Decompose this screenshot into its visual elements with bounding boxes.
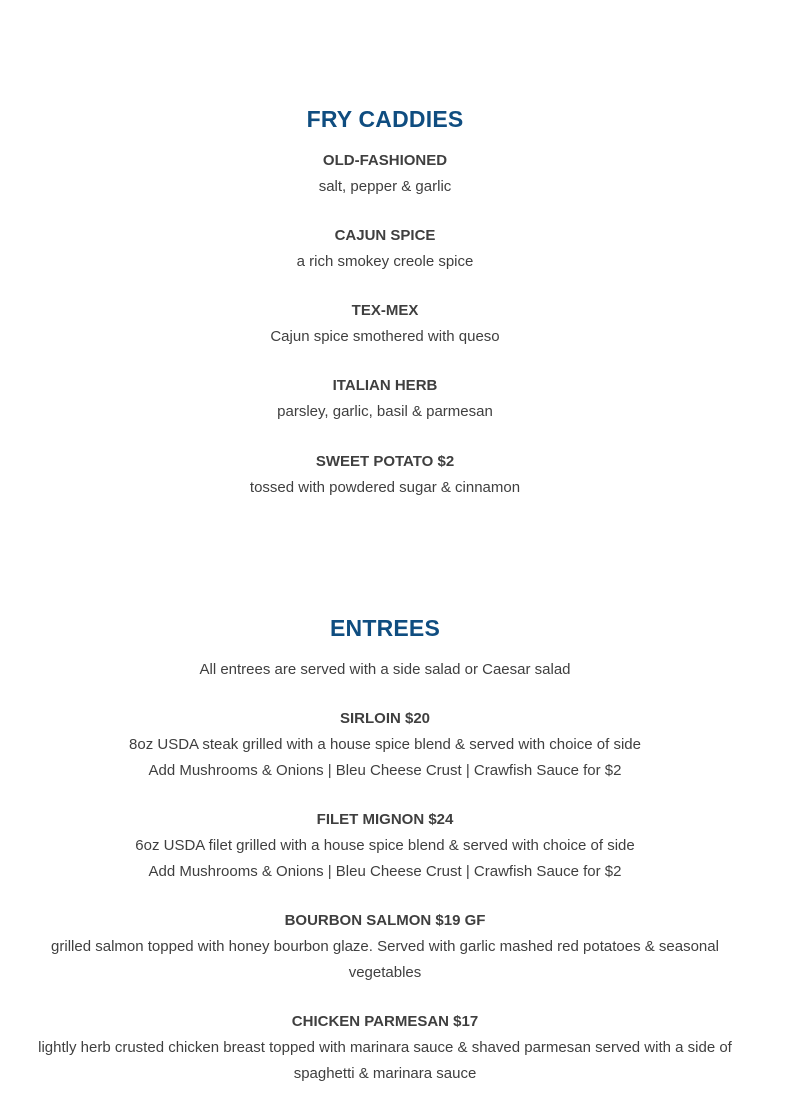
menu-item-addons: Add Mushrooms & Onions | Bleu Cheese Crust | Crawfish Sauce for $2 [148, 863, 622, 880]
fry-item-tex-mex [0, 298, 770, 350]
menu-item-description: parsley, garlic, basil & parmesan [277, 403, 493, 420]
menu-item-addons: Add Mushrooms & Onions | Bleu Cheese Crust | Crawfish Sauce for $2 [148, 762, 622, 779]
fry-caddies-heading: FRY CADDIES [306, 106, 464, 132]
entrees-intro [0, 657, 770, 683]
entree-item-chicken-parmesan [0, 1009, 770, 1087]
menu-item-name: CHICKEN PARMESAN $17 [291, 1013, 479, 1030]
menu-item-name: OLD-FASHIONED [322, 152, 448, 169]
menu-item-name: BOURBON SALMON $19 GF [284, 912, 486, 929]
fry-item-sweet-potato [0, 449, 770, 501]
menu-item-name: SIRLOIN $20 [339, 710, 431, 727]
menu-item-description: 8oz USDA steak grilled with a house spice blend & served with choice of side [129, 736, 641, 753]
menu-item-description: 6oz USDA filet grilled with a house spice blend & served with choice of side [135, 837, 635, 854]
menu-item-name: ITALIAN HERB [332, 377, 438, 394]
menu-item-description: a rich smokey creole spice [296, 253, 474, 270]
fry-item-cajun-spice [0, 223, 770, 275]
menu-item-name: SWEET POTATO $2 [315, 453, 455, 470]
fry-item-italian-herb [0, 373, 770, 425]
menu-item-name: CAJUN SPICE [334, 227, 436, 244]
fry-item-old-fashioned [0, 148, 770, 200]
menu-item-name: TEX-MEX [351, 302, 419, 319]
menu-item-name: FILET MIGNON $24 [316, 811, 454, 828]
entrees-heading: ENTREES [329, 615, 441, 641]
menu-item-description: tossed with powdered sugar & cinnamon [249, 479, 521, 496]
menu-item-description: lightly herb crusted chicken breast topped with marinara sauce & shaved parmesan served with a side of spaghetti & marinara sauce [38, 1039, 732, 1082]
menu-item-description: Cajun spice smothered with queso [270, 328, 500, 345]
entree-item-sirloin [0, 706, 770, 784]
entree-item-filet-mignon [0, 807, 770, 885]
menu-item-description: grilled salmon topped with honey bourbon glaze. Served with garlic mashed red potatoes & seasonal vegetables [51, 938, 719, 981]
entrees-intro-text: All entrees are served with a side salad or Caesar salad [199, 661, 571, 678]
entree-item-bourbon-salmon [0, 908, 770, 986]
menu-item-description: salt, pepper & garlic [318, 178, 452, 195]
